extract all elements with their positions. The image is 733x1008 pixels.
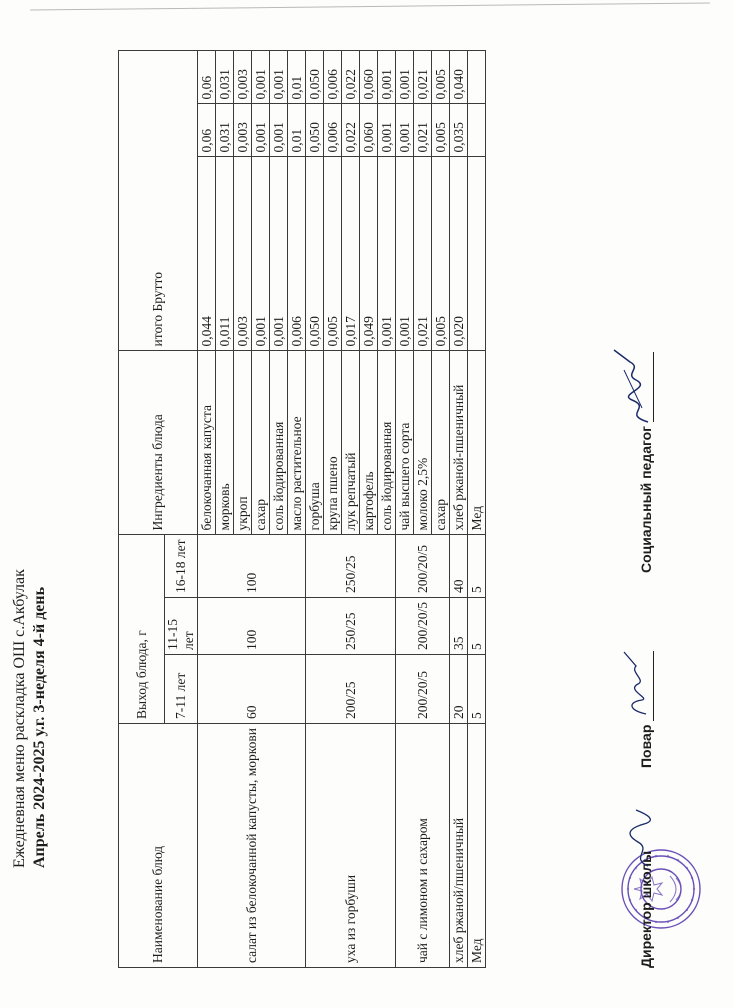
director-label: Директор школы bbox=[638, 850, 654, 968]
ingredient-cell: лук репчатый bbox=[342, 351, 360, 535]
ingredient-cell: крупа пшено bbox=[324, 351, 342, 535]
dish-name-cell: чай с лимоном и сахаром bbox=[396, 724, 450, 968]
brutto-7-11-cell: 0,001 bbox=[396, 157, 414, 351]
header-itogo: итого Брутто bbox=[119, 51, 198, 351]
brutto-16-18-cell: 0,005 bbox=[432, 51, 450, 104]
brutto-7-11-cell: 0,050 bbox=[306, 157, 324, 351]
brutto-16-18-cell: 0,001 bbox=[378, 51, 396, 104]
brutto-16-18-cell: 0,021 bbox=[414, 51, 432, 104]
brutto-7-11-cell: 0,005 bbox=[432, 157, 450, 351]
header-age-7-11: 7-11 лет bbox=[165, 655, 198, 724]
ingredient-cell: сахар bbox=[252, 351, 270, 535]
menu-table bbox=[118, 50, 486, 968]
brutto-7-11-cell bbox=[468, 157, 486, 351]
cook-label: Повар bbox=[638, 724, 654, 768]
header-ingredients: Ингредиенты блюда bbox=[119, 351, 198, 535]
brutto-16-18-cell: 0,003 bbox=[234, 51, 252, 104]
brutto-7-11-cell: 0,006 bbox=[288, 157, 306, 351]
brutto-11-15-cell: 0,060 bbox=[360, 104, 378, 157]
brutto-16-18-cell: 0,022 bbox=[342, 51, 360, 104]
signature-block bbox=[620, 128, 680, 968]
ingredient-cell: чай высшего сорта bbox=[396, 351, 414, 535]
brutto-7-11-cell: 0,011 bbox=[216, 157, 234, 351]
brutto-16-18-cell: 0,01 bbox=[288, 51, 306, 104]
document-subtitle: Апрель 2024-2025 у.г. 3-неделя 4-й день bbox=[31, 586, 48, 868]
yield-7-11-cell: 5 bbox=[468, 655, 486, 724]
brutto-16-18-cell bbox=[468, 51, 486, 104]
brutto-7-11-cell: 0,021 bbox=[414, 157, 432, 351]
brutto-7-11-cell: 0,001 bbox=[252, 157, 270, 351]
director-signature bbox=[638, 851, 654, 968]
brutto-11-15-cell: 0,021 bbox=[414, 104, 432, 157]
header-age-16-18: 16-18 лет bbox=[165, 535, 198, 598]
cook-signature-scribble bbox=[620, 648, 654, 718]
header-age-11-15: 11-15 лет bbox=[165, 597, 198, 654]
brutto-7-11-cell: 0,020 bbox=[450, 157, 468, 351]
document-header bbox=[10, 168, 50, 868]
brutto-11-15-cell: 0,031 bbox=[216, 104, 234, 157]
yield-11-15-cell: 5 bbox=[468, 597, 486, 654]
brutto-16-18-cell: 0,060 bbox=[360, 51, 378, 104]
pedagog-signature-scribble bbox=[612, 348, 656, 428]
header-yield: Выход блюда, г bbox=[119, 535, 165, 724]
brutto-7-11-cell: 0,049 bbox=[360, 157, 378, 351]
ingredient-cell: сахар bbox=[432, 351, 450, 535]
ingredient-cell: хлеб ржаной-пшеничный bbox=[450, 351, 468, 535]
dish-name-cell: салат из белокочанной капусты, моркови bbox=[198, 724, 306, 968]
brutto-16-18-cell: 0,040 bbox=[450, 51, 468, 104]
yield-7-11-cell: 200/25 bbox=[306, 655, 396, 724]
brutto-16-18-cell: 0,001 bbox=[270, 51, 288, 104]
brutto-11-15-cell: 0,022 bbox=[342, 104, 360, 157]
brutto-16-18-cell: 0,006 bbox=[324, 51, 342, 104]
table-row bbox=[450, 51, 468, 968]
brutto-11-15-cell: 0,001 bbox=[270, 104, 288, 157]
menu-table-body bbox=[198, 51, 486, 968]
brutto-11-15-cell: 0,06 bbox=[198, 104, 216, 157]
brutto-7-11-cell: 0,044 bbox=[198, 157, 216, 351]
brutto-7-11-cell: 0,005 bbox=[324, 157, 342, 351]
brutto-11-15-cell: 0,001 bbox=[252, 104, 270, 157]
brutto-11-15-cell: 0,001 bbox=[378, 104, 396, 157]
brutto-11-15-cell: 0,005 bbox=[432, 104, 450, 157]
table-row bbox=[396, 51, 414, 968]
yield-16-18-cell: 5 bbox=[468, 535, 486, 598]
brutto-16-18-cell: 0,031 bbox=[216, 51, 234, 104]
brutto-11-15-cell: 0,01 bbox=[288, 104, 306, 157]
ingredient-cell: горбуша bbox=[306, 351, 324, 535]
brutto-7-11-cell: 0,001 bbox=[378, 157, 396, 351]
yield-11-15-cell: 250/25 bbox=[306, 597, 396, 654]
ingredient-cell: масло растительное bbox=[288, 351, 306, 535]
yield-16-18-cell: 200/20/5 bbox=[396, 535, 450, 598]
dish-name-cell: Мед bbox=[468, 724, 486, 968]
brutto-16-18-cell: 0,06 bbox=[198, 51, 216, 104]
ingredient-cell: молоко 2,5% bbox=[414, 351, 432, 535]
yield-16-18-cell: 250/25 bbox=[306, 535, 396, 598]
brutto-11-15-cell: 0,035 bbox=[450, 104, 468, 157]
dish-name-cell: хлеб ржаной/пшеничный bbox=[450, 724, 468, 968]
brutto-11-15-cell bbox=[468, 104, 486, 157]
brutto-7-11-cell: 0,003 bbox=[234, 157, 252, 351]
table-row bbox=[306, 51, 324, 968]
brutto-7-11-cell: 0,017 bbox=[342, 157, 360, 351]
pedagog-label: Социальный педагог bbox=[638, 425, 654, 573]
header-dish: Наименование блюд bbox=[119, 724, 198, 968]
ingredient-cell: морковь bbox=[216, 351, 234, 535]
brutto-16-18-cell: 0,001 bbox=[396, 51, 414, 104]
brutto-16-18-cell: 0,001 bbox=[252, 51, 270, 104]
yield-16-18-cell: 100 bbox=[198, 535, 306, 598]
table-row bbox=[198, 51, 216, 968]
brutto-11-15-cell: 0,050 bbox=[306, 104, 324, 157]
yield-16-18-cell: 40 bbox=[450, 535, 468, 598]
brutto-11-15-cell: 0,003 bbox=[234, 104, 252, 157]
yield-7-11-cell: 200/20/5 bbox=[396, 655, 450, 724]
ingredient-cell: Мед bbox=[468, 351, 486, 535]
dish-name-cell: уха из горбуши bbox=[306, 724, 396, 968]
brutto-11-15-cell: 0,006 bbox=[324, 104, 342, 157]
ingredient-cell: белокочанная капуста bbox=[198, 351, 216, 535]
yield-11-15-cell: 35 bbox=[450, 597, 468, 654]
ingredient-cell: соль йодированная bbox=[378, 351, 396, 535]
document-title: Ежедневная меню раскладка ОШ с.Акбулак bbox=[11, 569, 28, 868]
yield-11-15-cell: 200/20/5 bbox=[396, 597, 450, 654]
yield-7-11-cell: 60 bbox=[198, 655, 306, 724]
table-row bbox=[468, 51, 486, 968]
yield-11-15-cell: 100 bbox=[198, 597, 306, 654]
yield-7-11-cell: 20 bbox=[450, 655, 468, 724]
ingredient-cell: картофель bbox=[360, 351, 378, 535]
brutto-7-11-cell: 0,001 bbox=[270, 157, 288, 351]
brutto-11-15-cell: 0,001 bbox=[396, 104, 414, 157]
ingredient-cell: соль йодированная bbox=[270, 351, 288, 535]
director-signature-scribble bbox=[626, 808, 656, 868]
brutto-16-18-cell: 0,050 bbox=[306, 51, 324, 104]
ingredient-cell: укроп bbox=[234, 351, 252, 535]
